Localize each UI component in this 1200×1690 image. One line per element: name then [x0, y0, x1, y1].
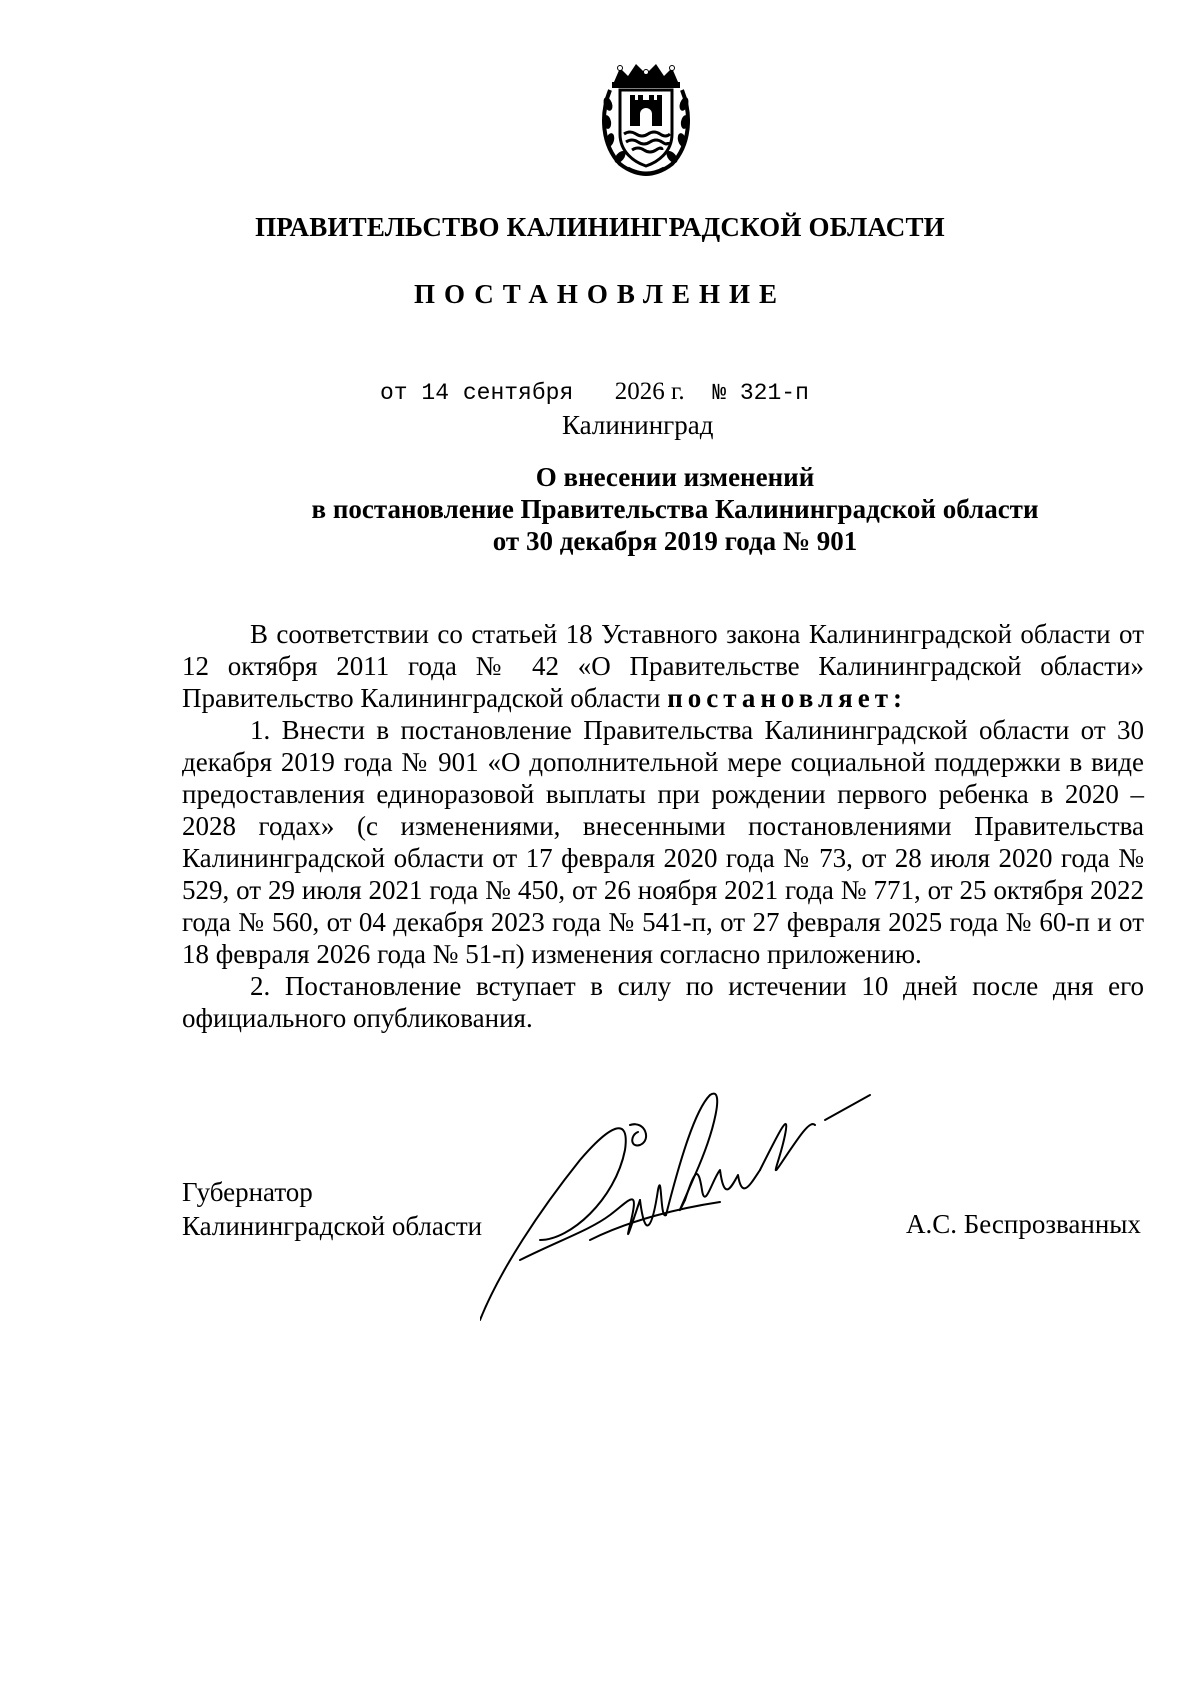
- signatory-name: А.С. Беспрозванных: [906, 1209, 1141, 1239]
- signatory-title-line: Калининградской области: [182, 1211, 483, 1241]
- date-year: 2026 г.: [614, 378, 685, 405]
- date-prefix: от: [380, 380, 408, 406]
- number-sign: №: [712, 380, 727, 406]
- date-line: [380, 378, 809, 406]
- date-day: 14: [421, 380, 450, 406]
- subject-line: О внесении изменений: [535, 462, 815, 492]
- preamble-paragraph: [182, 618, 1144, 714]
- signatory-title-line: Губернатор: [182, 1177, 313, 1207]
- handwritten-signature-icon: [480, 1090, 920, 1330]
- document-subject: [240, 461, 1110, 557]
- item-2-paragraph: 2. Постановление вступает в силу по истечении 10 дней после дня его официального опубликования.: [182, 971, 1144, 1033]
- subject-line: в постановление Правительства Калининградской области: [311, 494, 1039, 524]
- preamble-text: В соответствии со статьей 18 Уставного закона Калининградской области от 12 октября 2011 года № 42 «О Правительстве Калининградской области» Правительство Калининградской области: [182, 619, 1144, 713]
- document-body: [182, 618, 1144, 1034]
- organization-name: ПРАВИТЕЛЬСТВО КАЛИНИНГРАДСКОЙ ОБЛАСТИ: [255, 212, 945, 242]
- kaliningrad-coat-of-arms-icon: [600, 60, 692, 176]
- decree-word: постановляет:: [667, 683, 907, 713]
- item-1-paragraph: 1. Внести в постановление Правительства Калининградской области от 30 декабря 2019 года № 901 «О дополнительной мере социальной поддержки в виде предоставления единоразовой выплаты при рождении первого ребенка в 2020 – 2028 годах» (с изменениями, внесенными постановлениями Правительства Калининградской области от 17 февраля 2020 года № 73, от 28 июля 2020 года № 529, от 29 июля 2021 года № 450, от 26 ноября 2021 года № 771, от 25 октября 2022 года № 560, от 04 декабря 2023 года № 541-п, от 27 февраля 2025 года № 60-п и от 18 февраля 2026 года № 51-п) изменения согласно приложению.: [182, 715, 1144, 969]
- date-month: сентября: [462, 380, 574, 406]
- document-number: 321-п: [739, 380, 809, 406]
- city-name: Калининград: [562, 410, 714, 440]
- document-type-title: ПОСТАНОВЛЕНИЕ: [413, 279, 787, 309]
- signatory-title: [182, 1175, 482, 1243]
- subject-line: от 30 декабря 2019 года № 901: [492, 526, 858, 556]
